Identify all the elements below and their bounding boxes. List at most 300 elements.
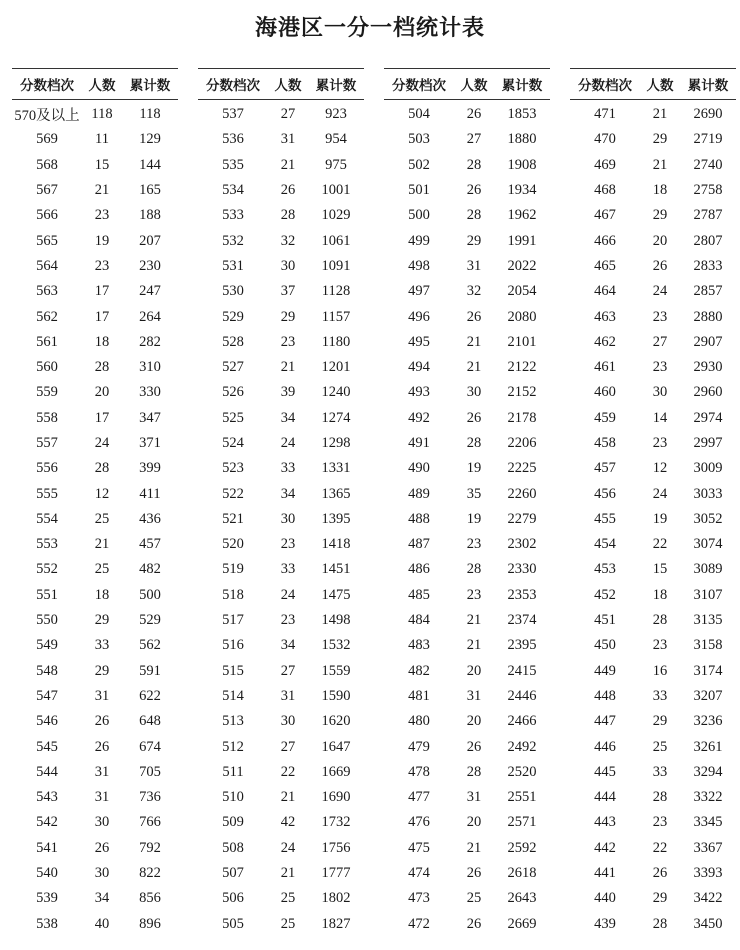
cumulative-cell: 207 — [139, 232, 161, 249]
count-cell: 25 — [652, 738, 668, 755]
count-cell: 118 — [91, 106, 113, 123]
header-row — [198, 69, 364, 100]
table-row — [12, 810, 178, 835]
count-cell: 21 — [466, 333, 482, 350]
table-row — [570, 760, 736, 785]
score-level-cell: 480 — [408, 713, 430, 730]
table-row — [198, 380, 364, 405]
score-level-cell: 555 — [36, 485, 58, 502]
count-cell: 28 — [466, 763, 482, 780]
score-level-cell: 553 — [36, 536, 58, 553]
score-level-cell: 495 — [408, 333, 430, 350]
table-row — [198, 153, 364, 178]
cumulative-cell: 2618 — [507, 865, 537, 882]
score-level-cell: 533 — [222, 207, 244, 224]
header-count: 人数 — [268, 69, 308, 100]
score-level-cell: 514 — [222, 687, 244, 704]
count-cell: 18 — [652, 182, 668, 199]
cumulative-cell: 2122 — [507, 359, 537, 376]
cumulative-cell: 3089 — [693, 561, 723, 578]
count-cell: 27 — [280, 106, 296, 123]
score-level-cell: 506 — [222, 890, 244, 907]
table-row — [12, 228, 178, 253]
count-cell: 29 — [652, 207, 668, 224]
table-row — [12, 583, 178, 608]
table-row — [384, 836, 550, 861]
cumulative-cell: 2833 — [693, 257, 723, 274]
count-cell: 21 — [280, 789, 296, 806]
table-row — [12, 507, 178, 532]
count-cell: 14 — [652, 409, 668, 426]
cumulative-cell: 3158 — [693, 637, 723, 654]
table-row — [570, 583, 736, 608]
count-cell: 31 — [466, 687, 482, 704]
cumulative-cell: 1498 — [321, 612, 351, 629]
count-cell: 29 — [94, 612, 110, 629]
cumulative-cell: 2571 — [507, 814, 537, 831]
score-level-cell: 565 — [36, 232, 58, 249]
score-level-cell: 477 — [408, 789, 430, 806]
count-cell: 30 — [280, 713, 296, 730]
count-cell: 25 — [280, 915, 296, 932]
count-cell: 33 — [280, 561, 296, 578]
cumulative-cell: 2260 — [507, 485, 537, 502]
cumulative-cell: 3052 — [693, 510, 723, 527]
score-level-cell: 527 — [222, 359, 244, 376]
table-row — [198, 734, 364, 759]
cumulative-cell: 2690 — [693, 106, 723, 123]
cumulative-cell: 1827 — [321, 915, 351, 932]
cumulative-cell: 1559 — [321, 662, 351, 679]
score-level-cell: 566 — [36, 207, 58, 224]
table-row — [384, 912, 550, 937]
cumulative-cell: 436 — [139, 510, 161, 527]
count-cell: 15 — [652, 561, 668, 578]
page-title: 海港区一分一档统计表 — [254, 16, 485, 41]
cumulative-cell: 1802 — [321, 890, 351, 907]
cumulative-cell: 3294 — [693, 763, 723, 780]
count-cell: 23 — [280, 536, 296, 553]
score-level-cell: 538 — [36, 915, 58, 932]
score-level-cell: 458 — [594, 435, 616, 451]
score-table-panel-1 — [12, 68, 178, 937]
score-level-cell: 494 — [408, 359, 430, 376]
score-level-cell: 486 — [408, 561, 430, 578]
table-row — [570, 254, 736, 279]
count-cell: 40 — [94, 915, 110, 932]
score-level-cell: 546 — [36, 713, 58, 730]
count-cell: 23 — [280, 333, 296, 350]
cumulative-cell: 1451 — [321, 561, 351, 578]
score-level-cell: 556 — [36, 460, 58, 477]
table-row — [570, 861, 736, 886]
count-cell: 26 — [466, 308, 482, 325]
score-level-cell: 445 — [594, 763, 616, 780]
cumulative-cell: 1029 — [321, 207, 351, 224]
score-level-cell: 554 — [36, 510, 58, 527]
table-row — [384, 153, 550, 178]
count-cell: 19 — [652, 510, 668, 527]
header-cumulative: 累计数 — [122, 69, 178, 100]
count-cell: 24 — [652, 283, 668, 300]
score-level-cell: 439 — [594, 915, 616, 932]
count-cell: 28 — [466, 561, 482, 578]
table-row — [384, 456, 550, 481]
score-level-cell: 441 — [594, 865, 616, 882]
table-row — [198, 178, 364, 203]
count-cell: 34 — [280, 485, 296, 502]
table-row — [384, 886, 550, 911]
table-row — [570, 684, 736, 709]
score-level-cell: 524 — [222, 435, 244, 451]
table-row — [12, 481, 178, 506]
table-row — [570, 178, 736, 203]
score-level-cell: 487 — [408, 536, 430, 553]
table-row — [570, 203, 736, 228]
table-row — [384, 507, 550, 532]
table-row — [198, 886, 364, 911]
table-row — [12, 178, 178, 203]
count-cell: 18 — [94, 333, 110, 350]
header-score-level: 分数档次 — [384, 69, 454, 100]
table-row — [12, 153, 178, 178]
table-row — [198, 127, 364, 152]
cumulative-cell: 3367 — [693, 839, 723, 856]
count-cell: 28 — [466, 435, 482, 451]
count-cell: 23 — [652, 435, 668, 451]
count-cell: 19 — [466, 510, 482, 527]
score-level-cell: 560 — [36, 359, 58, 376]
cumulative-cell: 2466 — [507, 713, 537, 730]
cumulative-cell: 1298 — [321, 435, 351, 451]
cumulative-cell: 896 — [139, 915, 161, 932]
cumulative-cell: 264 — [139, 308, 161, 325]
score-level-cell: 545 — [36, 738, 58, 755]
cumulative-cell: 2960 — [693, 384, 723, 401]
score-level-cell: 541 — [36, 839, 58, 856]
count-cell: 26 — [94, 839, 110, 856]
table-row — [570, 456, 736, 481]
count-cell: 26 — [280, 182, 296, 199]
cumulative-cell: 2492 — [507, 738, 537, 755]
count-cell: 18 — [94, 586, 110, 603]
cumulative-cell: 2758 — [693, 182, 723, 199]
cumulative-cell: 2669 — [507, 915, 537, 932]
score-level-cell: 485 — [408, 586, 430, 603]
table-row — [384, 760, 550, 785]
score-level-cell: 452 — [594, 586, 616, 603]
cumulative-cell: 500 — [139, 586, 161, 603]
table-row — [384, 203, 550, 228]
score-level-cell: 536 — [222, 131, 244, 148]
table-row — [198, 304, 364, 329]
table-row — [570, 228, 736, 253]
count-cell: 26 — [94, 713, 110, 730]
score-level-cell: 542 — [36, 814, 58, 831]
table-row — [570, 608, 736, 633]
cumulative-cell: 1669 — [321, 763, 351, 780]
cumulative-cell: 2592 — [507, 839, 537, 856]
cumulative-cell: 2330 — [507, 561, 537, 578]
score-level-cell: 449 — [594, 662, 616, 679]
count-cell: 26 — [466, 738, 482, 755]
score-level-cell: 523 — [222, 460, 244, 477]
count-cell: 28 — [466, 156, 482, 173]
score-level-cell: 513 — [222, 713, 244, 730]
table-row — [570, 153, 736, 178]
count-cell: 28 — [652, 915, 668, 932]
score-level-cell: 446 — [594, 738, 616, 755]
score-level-cell: 488 — [408, 510, 430, 527]
cumulative-cell: 648 — [139, 713, 161, 730]
score-level-cell: 473 — [408, 890, 430, 907]
score-level-cell: 505 — [222, 915, 244, 932]
cumulative-cell: 1962 — [507, 207, 537, 224]
cumulative-cell: 3074 — [693, 536, 723, 553]
score-level-cell: 539 — [36, 890, 58, 907]
table-row — [198, 557, 364, 582]
cumulative-cell: 1532 — [321, 637, 351, 654]
score-level-cell: 544 — [36, 763, 58, 780]
count-cell: 28 — [280, 207, 296, 224]
cumulative-cell: 2997 — [693, 435, 723, 451]
count-cell: 29 — [466, 232, 482, 249]
cumulative-cell: 2930 — [693, 359, 723, 376]
cumulative-cell: 1395 — [321, 510, 351, 527]
table-row — [12, 684, 178, 709]
score-level-cell: 529 — [222, 308, 244, 325]
count-cell: 26 — [466, 865, 482, 882]
table-row — [198, 912, 364, 937]
score-table-panel-4 — [570, 68, 736, 937]
score-level-cell: 460 — [594, 384, 616, 401]
score-level-cell: 568 — [36, 156, 58, 173]
score-level-cell: 507 — [222, 865, 244, 882]
cumulative-cell: 562 — [139, 637, 161, 654]
count-cell: 30 — [280, 257, 296, 274]
table-row — [12, 861, 178, 886]
cumulative-cell: 2520 — [507, 763, 537, 780]
header-row — [12, 69, 178, 100]
cumulative-cell: 188 — [139, 207, 161, 224]
score-level-cell: 504 — [408, 106, 430, 123]
count-cell: 21 — [652, 156, 668, 173]
count-cell: 21 — [94, 182, 110, 199]
table-row — [384, 684, 550, 709]
count-cell: 16 — [652, 662, 668, 679]
score-level-cell: 521 — [222, 510, 244, 527]
cumulative-cell: 2740 — [693, 156, 723, 173]
table-row — [198, 203, 364, 228]
score-level-cell: 443 — [594, 814, 616, 831]
count-cell: 29 — [280, 308, 296, 325]
table-row — [570, 127, 736, 152]
score-level-cell: 475 — [408, 839, 430, 856]
count-cell: 21 — [94, 536, 110, 553]
cumulative-cell: 1620 — [321, 713, 351, 730]
table-row — [384, 279, 550, 304]
table-row — [570, 785, 736, 810]
count-cell: 33 — [94, 637, 110, 654]
cumulative-cell: 2178 — [507, 409, 537, 426]
cumulative-cell: 3393 — [693, 865, 723, 882]
table-row — [384, 406, 550, 431]
count-cell: 28 — [652, 612, 668, 629]
cumulative-cell: 1647 — [321, 738, 351, 755]
score-level-cell: 474 — [408, 865, 430, 882]
table-row — [570, 507, 736, 532]
header-cumulative: 累计数 — [680, 69, 736, 100]
cumulative-cell: 3009 — [693, 460, 723, 477]
count-cell: 27 — [280, 662, 296, 679]
score-level-cell: 476 — [408, 814, 430, 831]
count-cell: 26 — [652, 257, 668, 274]
cumulative-cell: 118 — [139, 106, 161, 123]
cumulative-cell: 1732 — [321, 814, 351, 831]
table-row — [198, 659, 364, 684]
table-row — [384, 254, 550, 279]
cumulative-cell: 1001 — [321, 182, 351, 199]
table-row — [570, 100, 736, 128]
count-cell: 30 — [94, 865, 110, 882]
score-level-cell: 492 — [408, 409, 430, 426]
count-cell: 15 — [94, 156, 110, 173]
cumulative-cell: 1365 — [321, 485, 351, 502]
score-level-cell: 518 — [222, 586, 244, 603]
table-row — [12, 785, 178, 810]
score-table-panel-2 — [198, 68, 364, 937]
count-cell: 11 — [95, 131, 109, 148]
table-row — [12, 633, 178, 658]
cumulative-cell: 2807 — [693, 232, 723, 249]
table-row — [198, 279, 364, 304]
count-cell: 21 — [466, 839, 482, 856]
table-row — [570, 886, 736, 911]
table-row — [570, 734, 736, 759]
cumulative-cell: 1128 — [321, 283, 351, 300]
count-cell: 20 — [652, 232, 668, 249]
count-cell: 24 — [280, 839, 296, 856]
score-level-cell: 515 — [222, 662, 244, 679]
table-row — [384, 330, 550, 355]
table-row — [198, 456, 364, 481]
count-cell: 27 — [280, 738, 296, 755]
score-table — [570, 68, 736, 937]
cumulative-cell: 1061 — [321, 232, 351, 249]
score-level-cell: 464 — [594, 283, 616, 300]
table-row — [384, 380, 550, 405]
count-cell: 32 — [280, 232, 296, 249]
table-row — [384, 861, 550, 886]
score-level-cell: 442 — [594, 839, 616, 856]
count-cell: 33 — [280, 460, 296, 477]
count-cell: 31 — [466, 789, 482, 806]
cumulative-cell: 2787 — [693, 207, 723, 224]
count-cell: 23 — [94, 207, 110, 224]
score-level-cell: 569 — [36, 131, 58, 148]
table-row — [384, 178, 550, 203]
cumulative-cell: 591 — [139, 662, 161, 679]
count-cell: 28 — [94, 359, 110, 376]
score-level-cell: 510 — [222, 789, 244, 806]
score-level-cell: 481 — [408, 687, 430, 704]
cumulative-cell: 1934 — [507, 182, 537, 199]
cumulative-cell: 2022 — [507, 257, 537, 274]
table-row — [384, 583, 550, 608]
cumulative-cell: 399 — [139, 460, 161, 477]
cumulative-cell: 1091 — [321, 257, 351, 274]
count-cell: 26 — [466, 915, 482, 932]
count-cell: 29 — [652, 890, 668, 907]
count-cell: 20 — [466, 814, 482, 831]
table-row — [384, 633, 550, 658]
table-row — [384, 709, 550, 734]
cumulative-cell: 3033 — [693, 485, 723, 502]
count-cell: 26 — [652, 865, 668, 882]
table-row — [12, 127, 178, 152]
count-cell: 23 — [652, 308, 668, 325]
cumulative-cell: 330 — [139, 384, 161, 401]
score-level-cell: 463 — [594, 308, 616, 325]
header-row — [384, 69, 550, 100]
count-cell: 34 — [280, 409, 296, 426]
table-row — [198, 431, 364, 456]
cumulative-cell: 2206 — [507, 435, 537, 451]
score-level-cell: 468 — [594, 182, 616, 199]
table-row — [198, 330, 364, 355]
count-cell: 21 — [466, 612, 482, 629]
count-cell: 31 — [94, 789, 110, 806]
table-row — [198, 810, 364, 835]
count-cell: 18 — [652, 586, 668, 603]
count-cell: 30 — [652, 384, 668, 401]
table-row — [12, 431, 178, 456]
score-level-cell: 522 — [222, 485, 244, 502]
score-level-cell: 501 — [408, 182, 430, 199]
score-level-cell: 562 — [36, 308, 58, 325]
count-cell: 21 — [280, 865, 296, 882]
cumulative-cell: 705 — [139, 763, 161, 780]
score-level-cell: 459 — [594, 409, 616, 426]
table-row — [198, 406, 364, 431]
cumulative-cell: 2974 — [693, 409, 723, 426]
score-level-cell: 453 — [594, 561, 616, 578]
cumulative-cell: 2395 — [507, 637, 537, 654]
header-cumulative: 累计数 — [494, 69, 550, 100]
score-level-cell: 563 — [36, 283, 58, 300]
count-cell: 19 — [466, 460, 482, 477]
cumulative-cell: 923 — [325, 106, 347, 123]
score-level-cell: 543 — [36, 789, 58, 806]
score-level-cell: 517 — [222, 612, 244, 629]
count-cell: 21 — [466, 637, 482, 654]
score-level-cell: 491 — [408, 435, 430, 451]
count-cell: 32 — [466, 283, 482, 300]
score-table — [384, 68, 550, 937]
table-row — [198, 633, 364, 658]
table-row — [12, 355, 178, 380]
cumulative-cell: 1331 — [321, 460, 351, 477]
count-cell: 21 — [280, 156, 296, 173]
header-cumulative: 累计数 — [308, 69, 364, 100]
header-count: 人数 — [82, 69, 122, 100]
score-level-cell: 537 — [222, 106, 244, 123]
score-level-cell: 450 — [594, 637, 616, 654]
cumulative-cell: 3135 — [693, 612, 723, 629]
table-row — [570, 380, 736, 405]
table-row — [570, 836, 736, 861]
cumulative-cell: 1756 — [321, 839, 351, 856]
